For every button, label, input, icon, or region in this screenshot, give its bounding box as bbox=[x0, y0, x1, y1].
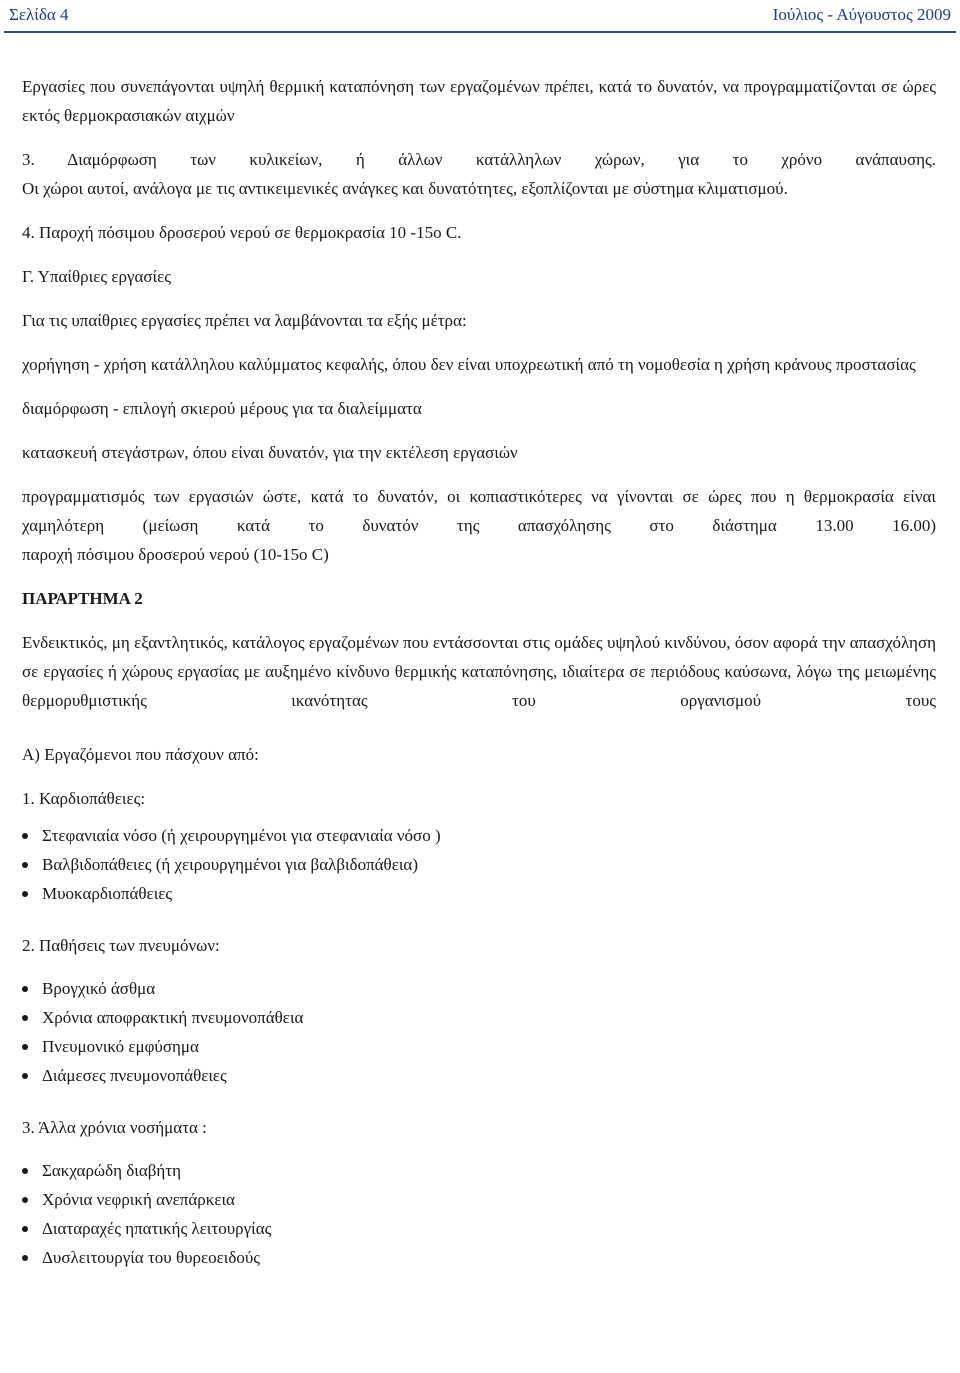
document-body bbox=[22, 72, 936, 1289]
list-item: Χρόνια αποφρακτική πνευμονοπάθεια bbox=[22, 1003, 936, 1032]
paragraph-scheduling: Εργασίες που συνεπάγονται υψηλή θερμική καταπόνηση των εργαζομένων πρέπει, κατά το δυνατόν, να προγραμματίζονται σε ώρες εκτός θερμοκρασιακών αιχμών bbox=[22, 77, 936, 125]
list-item: Δυσλειτουργία του θυρεοειδούς bbox=[22, 1243, 936, 1272]
page-header bbox=[0, 0, 960, 34]
page-number: Σελίδα 4 bbox=[9, 5, 69, 24]
paragraph-workers-suffering: Α) Εργαζόμενοι που πάσχουν από: bbox=[22, 745, 259, 764]
list-item: Βαλβιδοπάθειες (ή χειρουργημένοι για βαλβιδοπάθεια) bbox=[22, 850, 936, 879]
paragraph-rest-areas bbox=[22, 145, 936, 203]
bullet-icon bbox=[22, 833, 28, 839]
lung-diseases-list bbox=[22, 974, 936, 1090]
header-divider bbox=[4, 31, 956, 33]
list-item: Χρόνια νεφρική ανεπάρκεια bbox=[22, 1185, 936, 1214]
list-item: Πνευμονικό εμφύσημα bbox=[22, 1032, 936, 1061]
cardiopathies-list bbox=[22, 821, 936, 908]
bullet-icon bbox=[22, 986, 28, 992]
rest-areas-line-2: Οι χώροι αυτοί, ανάλογα με τις αντικειμενικές ανάγκες και δυνατότητες, εξοπλίζονται με σύστημα κλιματισμού. bbox=[22, 179, 788, 198]
bullet-icon bbox=[22, 862, 28, 868]
paragraph-outdoor-measures-intro: Για τις υπαίθριες εργασίες πρέπει να λαμβάνονται τα εξής μέτρα: bbox=[22, 311, 467, 330]
bullet-icon bbox=[22, 1073, 28, 1079]
chronic-diseases-list bbox=[22, 1156, 936, 1272]
bullet-icon bbox=[22, 1044, 28, 1050]
measure-shelters: κατασκευή στεγάστρων, όπου είναι δυνατόν, για την εκτέλεση εργασιών bbox=[22, 443, 518, 462]
rest-areas-line-1: 3. Διαμόρφωση των κυλικείων, ή άλλων κατάλληλων χώρων, για το χρόνο ανάπαυσης. bbox=[22, 150, 936, 169]
list-item: Διαταραχές ηπατικής λειτουργίας bbox=[22, 1214, 936, 1243]
section-cardiopathies-title: 1. Καρδιοπάθειες: bbox=[22, 789, 146, 808]
section-chronic-diseases-title: 3. Άλλα χρόνια νοσήματα : bbox=[22, 1118, 207, 1137]
bullet-icon bbox=[22, 891, 28, 897]
bullet-icon bbox=[22, 1255, 28, 1261]
paragraph-water-supply: 4. Παροχή πόσιμου δροσερού νερού σε θερμοκρασία 10 -15ο C. bbox=[22, 223, 462, 242]
bullet-icon bbox=[22, 1226, 28, 1232]
measure-shaded-area: διαμόρφωση - επιλογή σκιερού μέρους για τα διαλείμματα bbox=[22, 399, 422, 418]
bullet-icon bbox=[22, 1015, 28, 1021]
list-item: Στεφανιαία νόσο (ή χειρουργημένοι για στεφανιαία νόσο ) bbox=[22, 821, 936, 850]
list-item: Διάμεσες πνευμονοπάθειες bbox=[22, 1061, 936, 1090]
list-item: Μυοκαρδιοπάθειες bbox=[22, 879, 936, 908]
measure-scheduling-block bbox=[22, 482, 936, 569]
measure-head-covering: χορήγηση - χρήση κατάλληλου καλύμματος κεφαλής, όπου δεν είναι υποχρεωτική από τη νομοθεσία η χρήση κράνους προστασίας bbox=[22, 355, 916, 374]
issue-date: Ιούλιος - Αύγουστος 2009 bbox=[772, 5, 951, 24]
bullet-icon bbox=[22, 1168, 28, 1174]
list-item: Σακχαρώδη διαβήτη bbox=[22, 1156, 936, 1185]
bullet-icon bbox=[22, 1197, 28, 1203]
annex-heading: ΠΑΡΑΡΤΗΜΑ 2 bbox=[22, 589, 143, 608]
list-item: Βρογχικό άσθμα bbox=[22, 974, 936, 1003]
measure-scheduling: προγραμματισμός των εργασιών ώστε, κατά το δυνατόν, οι κοπιαστικότερες να γίνονται σε ώρες που η θερμοκρασία είναι χαμηλότερη (μείωση κατά το δυνατόν της απασχόλησης στο διάστημα 13.00 16.00) bbox=[22, 487, 936, 535]
paragraph-high-risk-groups: Ενδεικτικός, μη εξαντλητικός, κατάλογος εργαζομένων που εντάσσονται στις ομάδες υψηλού κινδύνου, όσον αφορά την απασχόληση σε εργασίες ή χώρους εργασίας με αυξημένο κίνδυνο θερμικής καταπόνησης, ιδιαίτερα σε περιόδους καύσωνα, λόγω της μειωμένης θερμορυθμιστικής ικανότητας του οργανισμού τους bbox=[22, 633, 936, 710]
section-outdoor-work-title: Γ. Υπαίθριες εργασίες bbox=[22, 267, 171, 286]
measure-drinking-water: παροχή πόσιμου δροσερού νερού (10-15ο C) bbox=[22, 545, 329, 564]
section-lung-diseases-title: 2. Παθήσεις των πνευμόνων: bbox=[22, 936, 220, 955]
